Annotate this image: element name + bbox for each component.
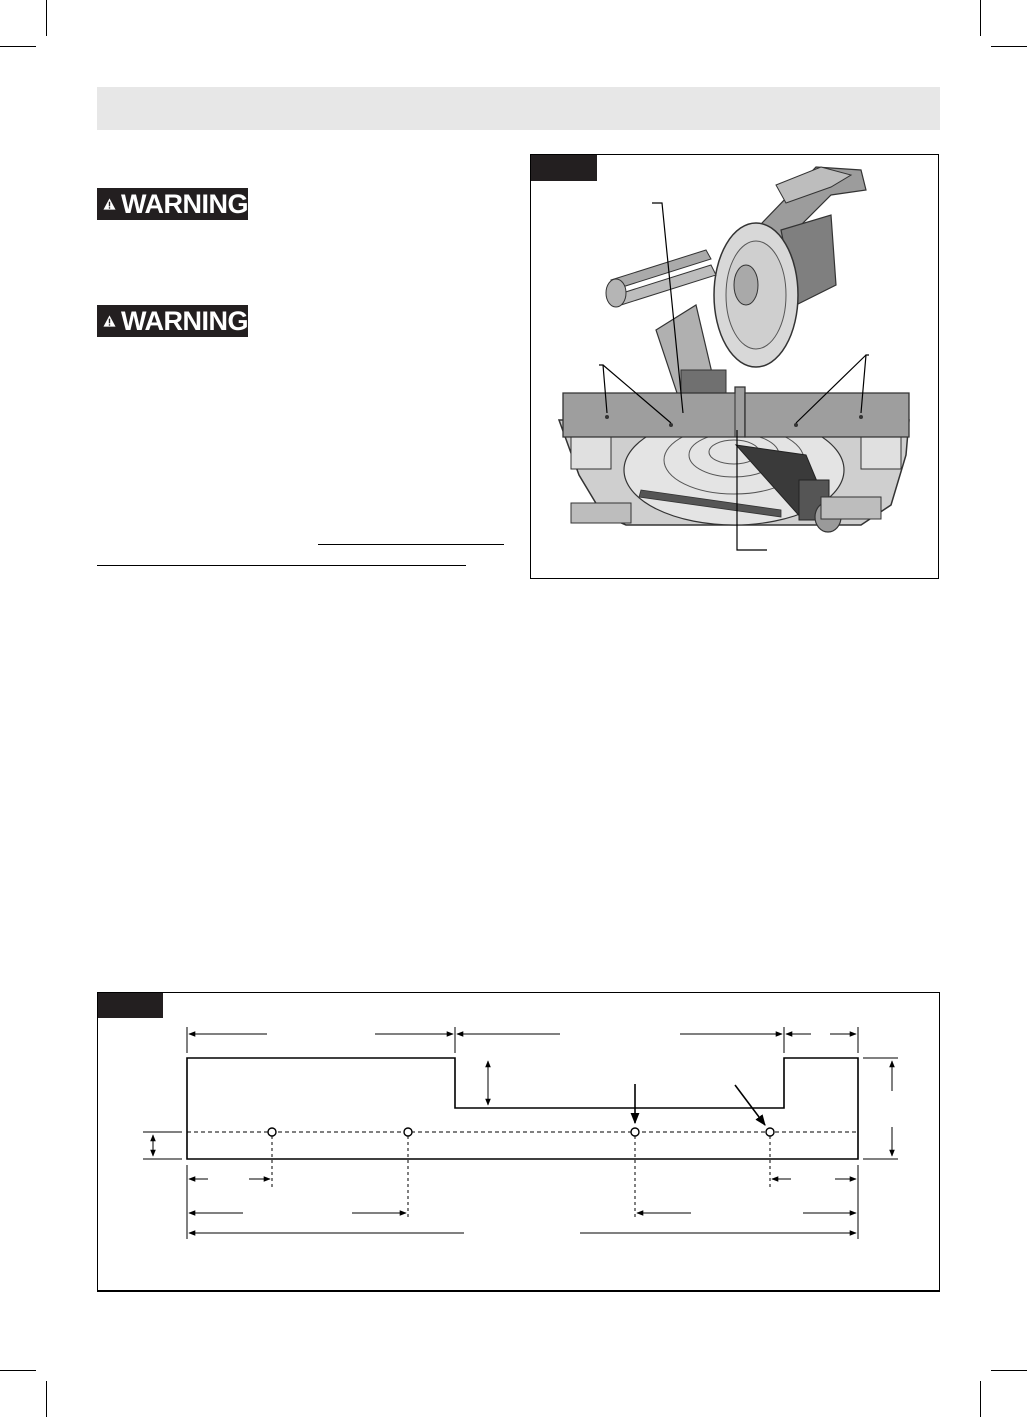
warning-label: WARNING <box>121 188 248 219</box>
warning-badge <box>97 188 248 220</box>
crop-mark <box>991 1370 1027 1371</box>
underline-rule <box>97 565 466 566</box>
warning-triangle-icon <box>103 308 116 334</box>
crop-mark <box>46 1381 47 1417</box>
crop-mark <box>980 0 981 36</box>
crop-mark <box>980 1381 981 1417</box>
warning-badge <box>97 305 248 337</box>
crop-mark <box>991 46 1027 47</box>
figure-sub-fence-dimensions <box>97 992 940 1292</box>
sub-fence-drawing <box>98 993 939 1291</box>
underline-rule <box>318 544 504 545</box>
crop-mark <box>0 1370 36 1371</box>
miter-saw-illustration <box>531 155 938 578</box>
section-header-band <box>97 87 940 130</box>
crop-mark <box>46 0 47 36</box>
figure-miter-saw <box>530 154 939 579</box>
warning-triangle-icon <box>103 191 116 217</box>
crop-mark <box>0 46 36 47</box>
warning-label: WARNING <box>121 305 248 336</box>
